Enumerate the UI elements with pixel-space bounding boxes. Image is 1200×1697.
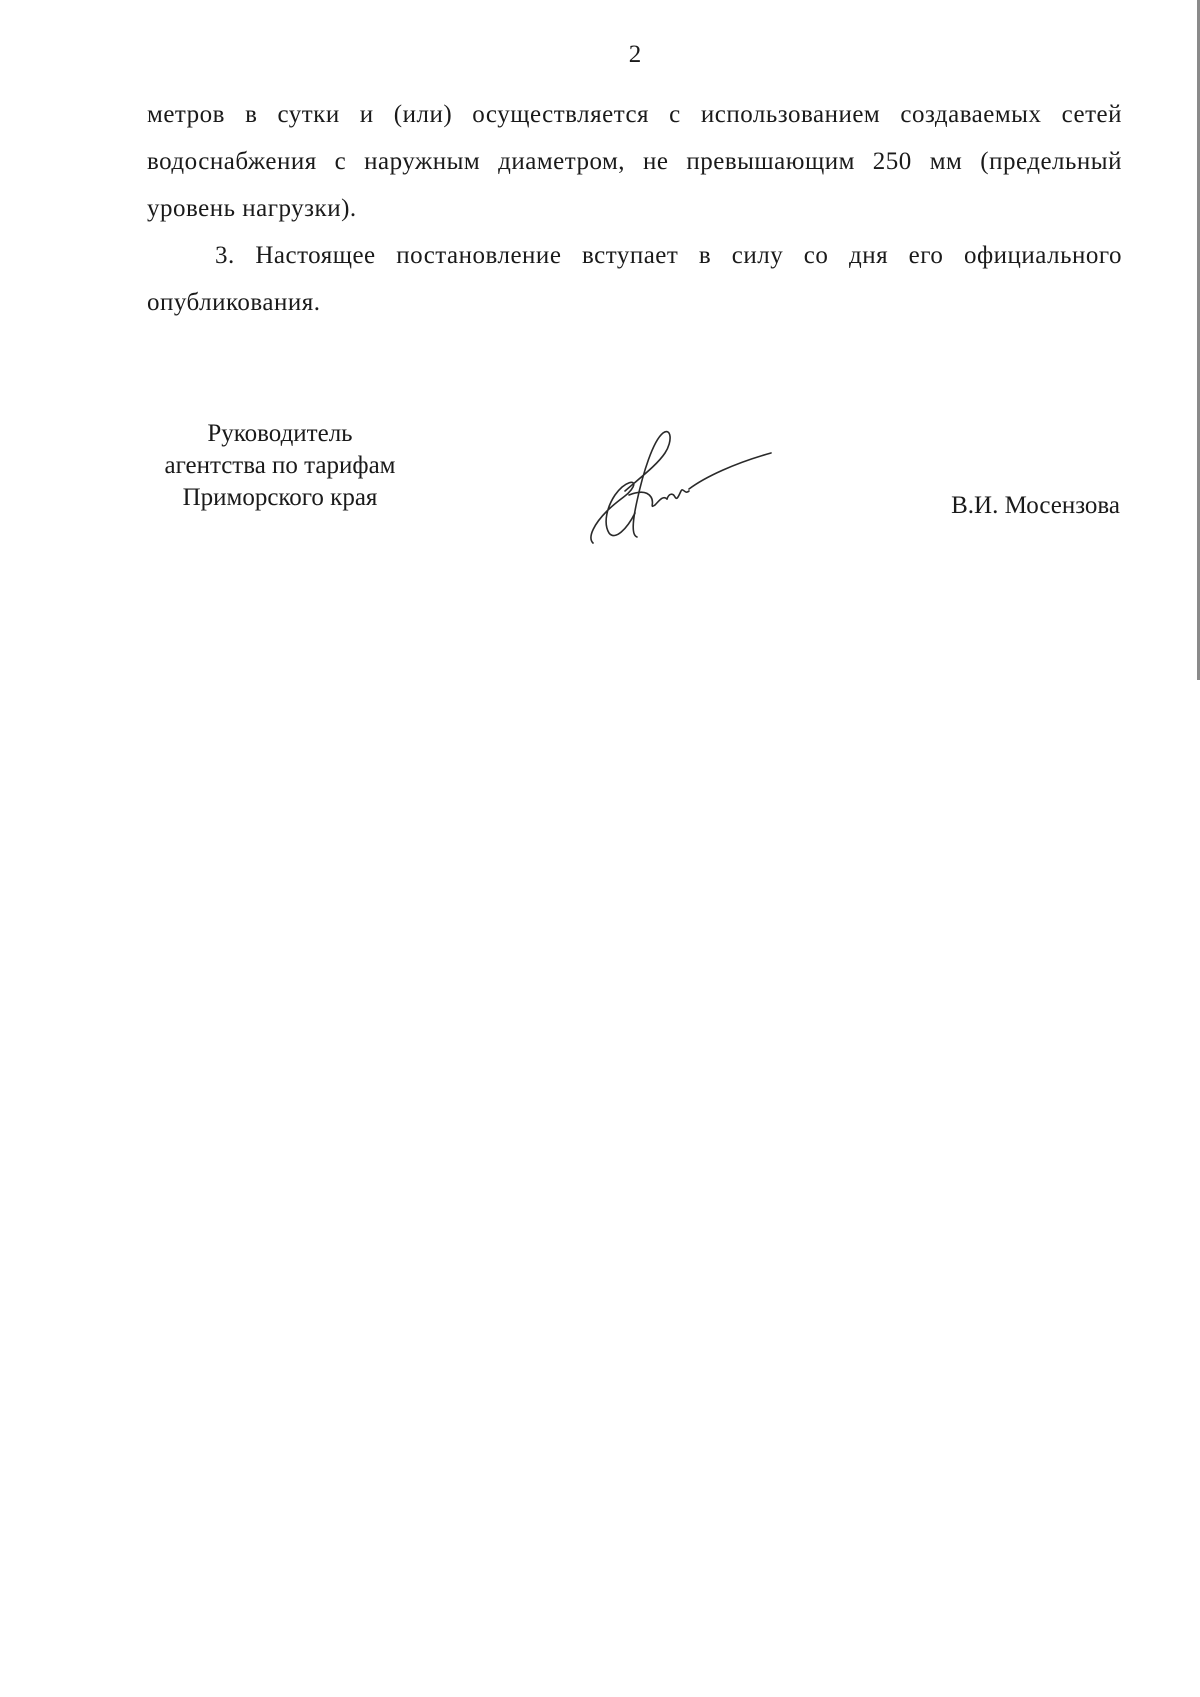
document-body — [147, 91, 1122, 326]
paragraph-item-3: 3. Настоящее постановление вступает в силу со дня его официального опубликования. — [147, 242, 1122, 316]
handwritten-signature — [585, 425, 775, 550]
position-line: Приморского края — [182, 484, 378, 511]
signatory-position — [140, 418, 420, 514]
position-line: Руководитель — [207, 420, 353, 447]
paragraph-continuation: метров в сутки и (или) осуществляется с использованием создаваемых сетей водоснабжения с наружным диаметром, не превышающим 250 мм (предельный уровень нагрузки). — [147, 101, 1122, 222]
position-line: агентства по тарифам — [164, 452, 396, 479]
page-number: 2 — [628, 41, 642, 68]
signatory-name: В.И. Мосензова — [951, 492, 1120, 519]
